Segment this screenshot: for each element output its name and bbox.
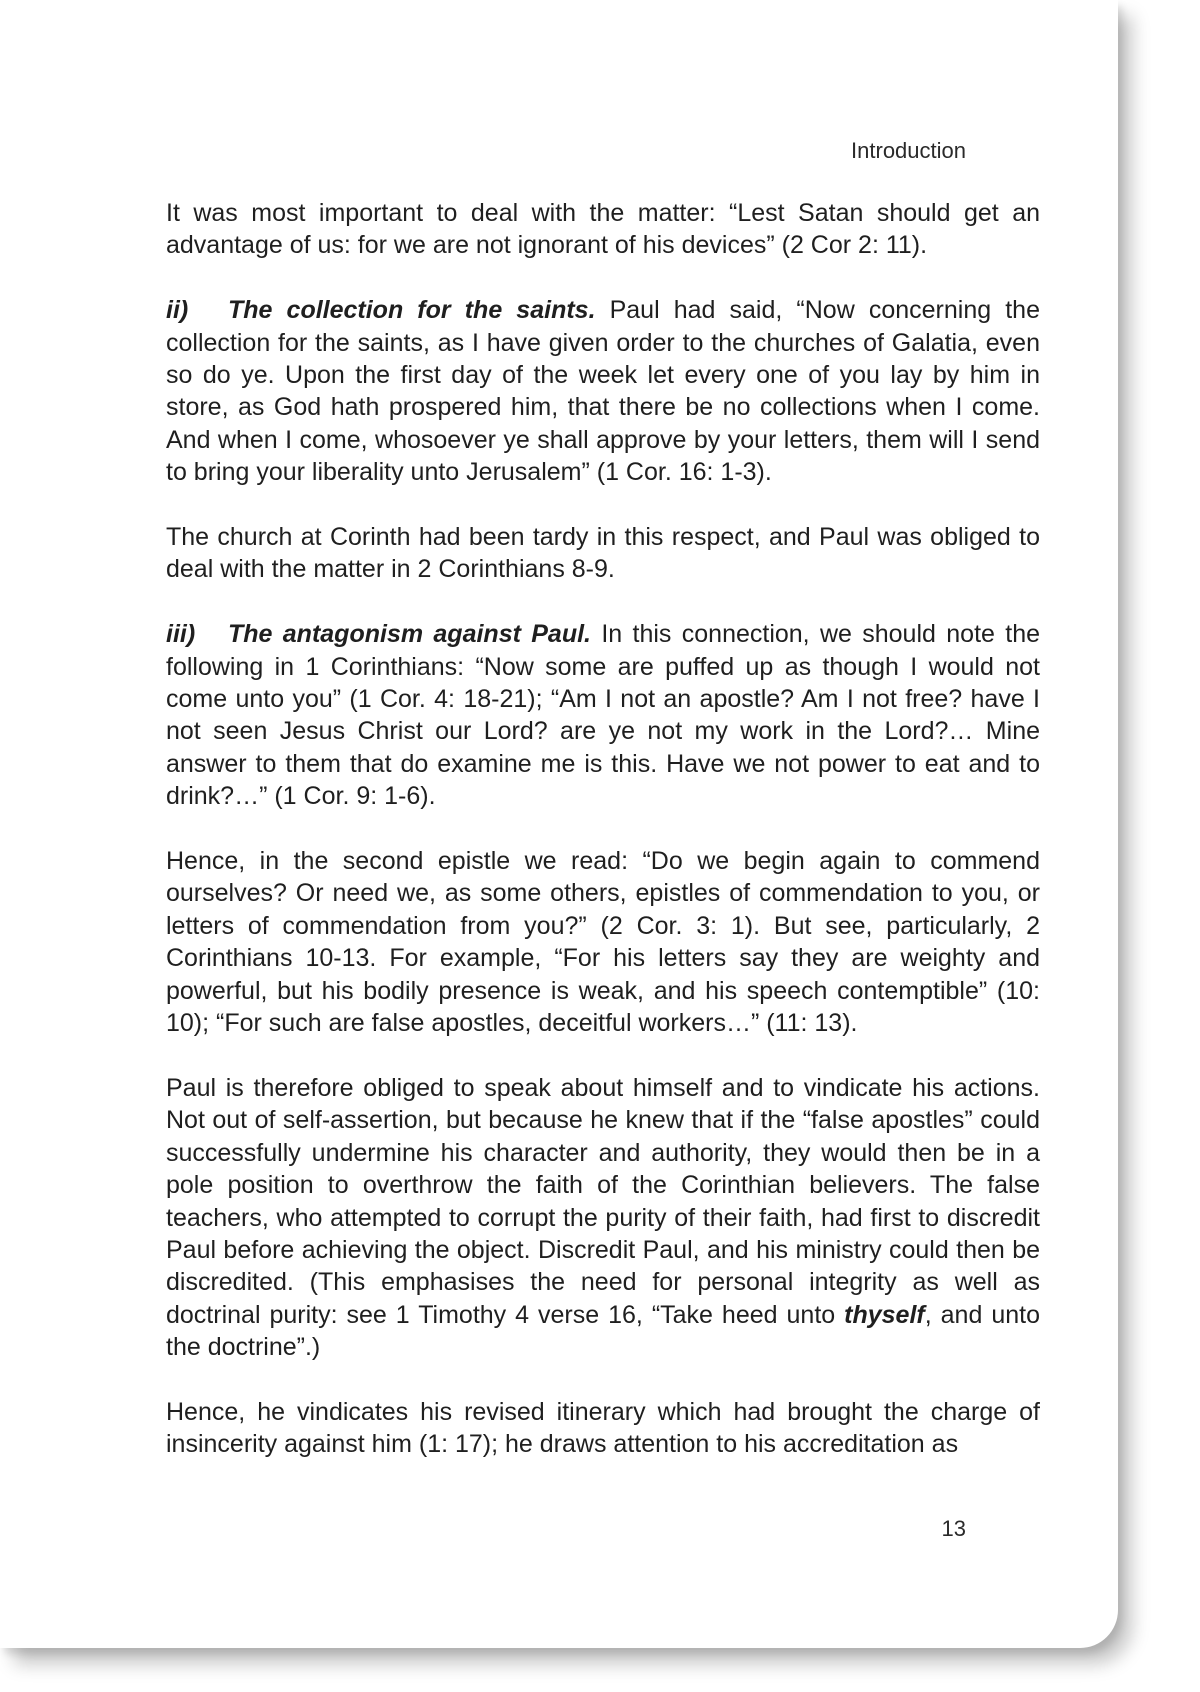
paragraph-text: Paul had said, “Now concerning the collection for the saints, as I have given order to the churches of Galatia, even so do ye. Upon the first day of the week let every one of you lay by him in store, as God hath prospered him, that there be no collections when I come. And when I come, whosoever ye shall approve by your letters, them will I send to bring your liberality unto Jerusalem” (1 Cor. 16: 1-3). (166, 296, 1040, 487)
paragraph-3: The church at Corinth had been tardy in this respect, and Paul was obliged to deal with the matter in 2 Corinthians 8-9. (166, 523, 1040, 584)
paragraph-text: In this connection, we should note the following in 1 Corinthians: “Now some are puffed up as though I would not come unto you” (1 Cor. 4: 18-21); “Am I not an apostle? Am I not free? have I not seen Jesus Christ our Lord? are ye not my work in the Lord?… Mine answer to them that do examine me is this. Have we not power to eat and to drink?…” (1 Cor. 9: 1-6). (166, 620, 1040, 811)
section-heading-collection (166, 296, 596, 324)
section-heading-antagonism (166, 620, 591, 648)
paragraph-text: Paul is therefore obliged to speak about himself and to vindicate his actions. Not out of self-assertion, but because he knew that if the “false apostles” could successfully undermine his character and authority, they would then be in a pole position to overthrow the faith of the Corinthian believers. The false teachers, who attempted to corrupt the purity of their faith, had first to discredit Paul before achieving the object. Discredit Paul, and his ministry could then be discredited. (This emphasises the need for personal integrity as well as doctrinal purity: see 1 Timothy 4 verse 16, “Take heed unto (166, 1073, 1040, 1329)
paragraph-collection (166, 294, 1040, 488)
paragraph-antagonism (166, 618, 1040, 812)
running-head: Introduction (851, 138, 966, 163)
section-number: iii) (166, 620, 196, 649)
paragraph-1: It was most important to deal with the matter: “Lest Satan should get an advantage of us: for we are not ignorant of his devices” (2 Cor 2: 11). (166, 199, 1040, 260)
paragraph-5: Hence, in the second epistle we read: “Do we begin again to commend ourselves? Or need we, as some others, epistles of commendation to you, or letters of commendation from you?” (2 Cor. 3: 1). But see, particularly, 2 Corinthians 10-13. For example, “For his letters say they are weighty and powerful, but his bodily presence is weak, and his speech contemptible” (10: 10); “For such are false apostles, deceitful workers…” (11: 13). (166, 847, 1040, 1038)
paragraph-text-tail: , and unto the doctrine”.) (166, 1300, 1040, 1362)
section-number: ii) (166, 296, 189, 325)
paragraph-6 (166, 1072, 1040, 1364)
emphasis-word: thyself (844, 1300, 925, 1329)
page-number: 13 (941, 1516, 966, 1541)
body-text (166, 197, 1040, 1493)
paragraph-7: Hence, he vindicates his revised itinerary which had brought the charge of insincerity against him (1: 17); he draws attention to his accreditation as (166, 1397, 1040, 1459)
section-title: The antagonism against Paul. (228, 620, 592, 649)
section-title: The collection for the saints. (228, 296, 596, 325)
